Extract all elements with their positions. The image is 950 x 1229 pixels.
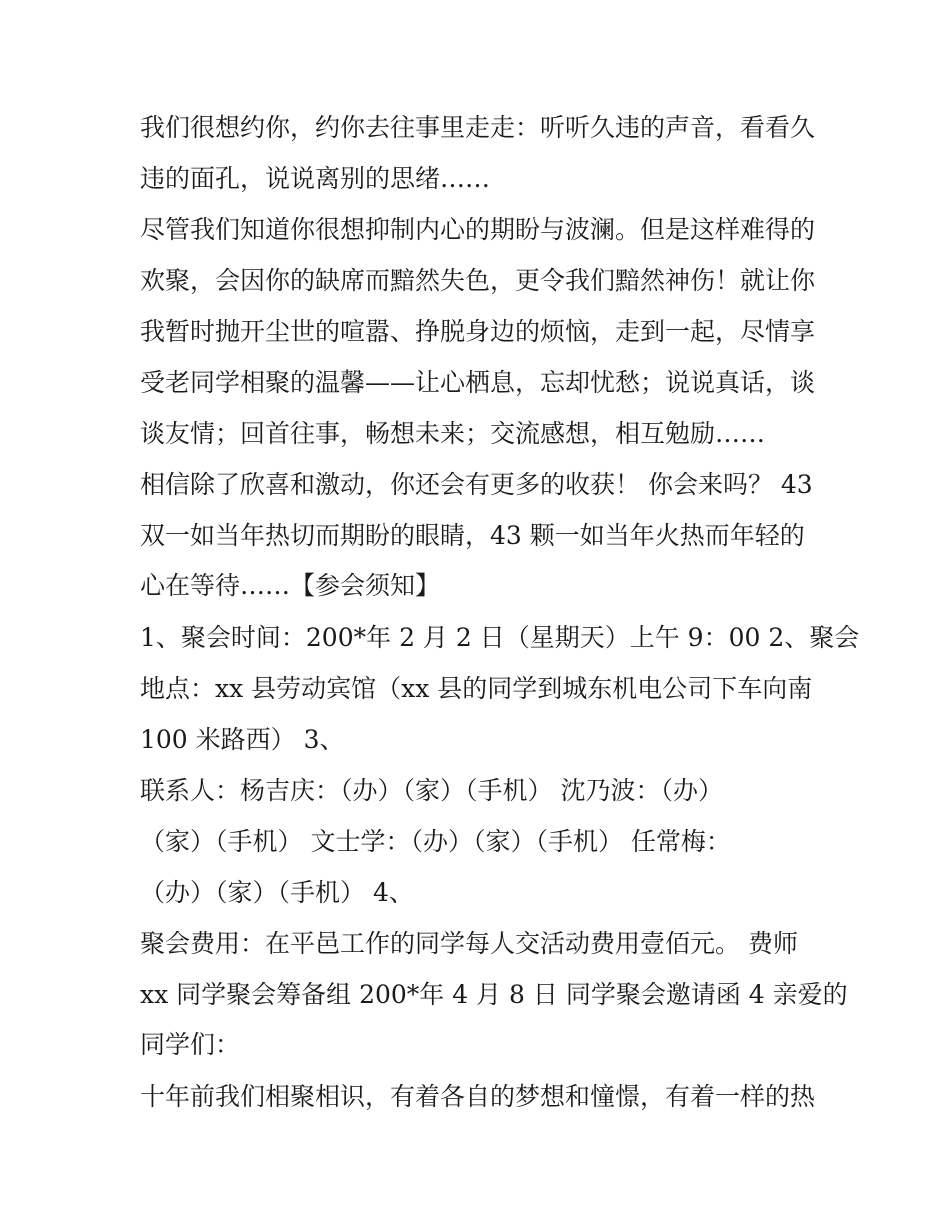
text-line: 1、聚会时间：200*年 2 月 2 日（星期天）上午 9：00 2、聚会 — [140, 623, 860, 652]
text-line: 心在等待……【参会须知】 — [140, 571, 441, 600]
text-line: xx 同学聚会筹备组 200*年 4 月 8 日 同学聚会邀请函 4 亲爱的 — [140, 980, 848, 1009]
text-line: 地点：xx 县劳动宾馆（xx 县的同学到城东机电公司下车向南 — [140, 674, 813, 703]
text-line: （家）（手机） 文士学：（办）（家）（手机） 任常梅： — [140, 827, 731, 856]
text-line: 受老同学相聚的温馨——让心栖息，忘却忧愁；说说真话，谈 — [140, 368, 816, 397]
text-line: 同学们： — [140, 1030, 241, 1059]
text-line: （办）（家）（手机） 4、 — [140, 878, 414, 907]
text-line: 违的面孔，说说离别的思绪…… — [140, 164, 491, 193]
text-line: 尽管我们知道你很想抑制内心的期盼与波澜。但是这样难得的 — [140, 215, 816, 244]
text-line: 联系人：杨吉庆：（办）（家）（手机） 沈乃波：（办） — [140, 776, 723, 805]
text-line: 欢聚，会因你的缺席而黯然失色，更令我们黯然神伤！就让你 — [140, 266, 816, 295]
text-line: 相信除了欣喜和激动，你还会有更多的收获！ 你会来吗？ 43 — [140, 470, 813, 499]
text-line: 我们很想约你，约你去往事里走走：听听久违的声音，看看久 — [140, 113, 816, 142]
text-line: 十年前我们相聚相识，有着各自的梦想和憧憬，有着一样的热 — [140, 1082, 816, 1111]
text-line: 谈友情；回首往事，畅想未来；交流感想，相互勉励…… — [140, 419, 766, 448]
text-line: 100 米路西） 3、 — [140, 725, 345, 754]
text-line: 我暂时抛开尘世的喧嚣、挣脱身边的烦恼，走到一起，尽情享 — [140, 317, 816, 346]
text-line: 双一如当年热切而期盼的眼睛，43 颗一如当年火热而年轻的 — [140, 521, 805, 550]
text-line: 聚会费用：在平邑工作的同学每人交活动费用壹佰元。 费师 — [140, 929, 798, 958]
